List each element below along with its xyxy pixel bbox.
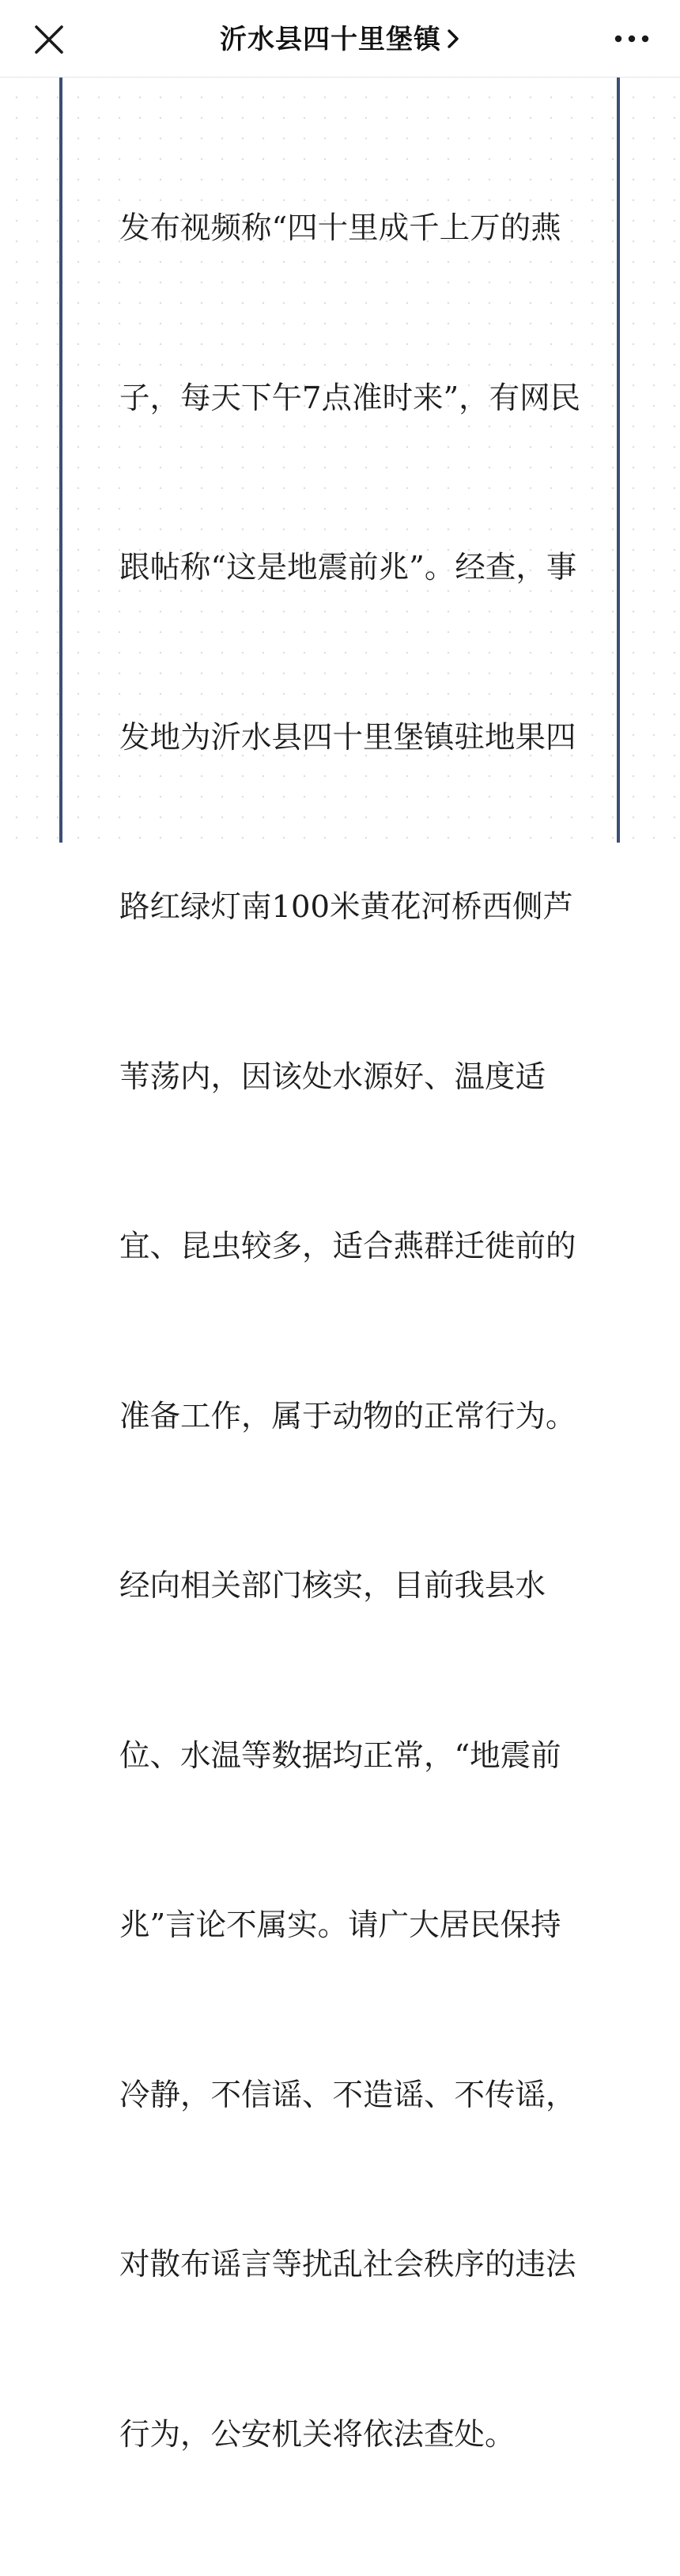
- right-decorative-border: [617, 78, 620, 843]
- top-navigation-bar: [0, 0, 680, 78]
- article-line: 路红绿灯南100米黄花河桥西侧芦: [119, 889, 573, 925]
- left-decorative-border: [59, 78, 62, 843]
- more-horizontal-icon: [612, 27, 652, 51]
- more-options-button[interactable]: [612, 27, 652, 51]
- article-line: 兆”言论不属实。请广大居民保持: [119, 1907, 561, 1943]
- article-line: 跟帖称“这是地震前兆”。经查，事: [119, 550, 577, 585]
- article-line: 子，每天下午7点准时来”，有网民: [119, 380, 581, 416]
- article-line: 对散布谣言等扰乱社会秩序的违法: [119, 2247, 576, 2282]
- article-line: 准备工作，属于动物的正常行为。: [119, 1398, 576, 1434]
- article-line: 位、水温等数据均正常，“地震前: [119, 1737, 561, 1774]
- article-line: 发地为沂水县四十里堡镇驻地果四: [119, 719, 576, 756]
- account-name-link[interactable]: [220, 24, 460, 55]
- article-line: 经向相关部门核实，目前我县水: [119, 1568, 546, 1604]
- chevron-right-icon: [446, 24, 460, 59]
- account-name: 沂水县四十里堡镇: [220, 24, 441, 55]
- article-line: 行为，公安机关将依法查处。: [119, 2416, 516, 2453]
- article-line: 苇荡内，因该处水源好、温度适: [119, 1059, 546, 1095]
- account-title: [0, 22, 680, 59]
- article-paragraph: [119, 87, 581, 2576]
- article-line: 宜、昆虫较多，适合燕群迁徙前的: [119, 1229, 576, 1264]
- article-line: 冷静，不信谣、不造谣、不传谣，: [119, 2077, 576, 2113]
- article-content[interactable]: [0, 78, 680, 2453]
- article-line: 发布视频称“四十里成千上万的燕: [119, 210, 561, 246]
